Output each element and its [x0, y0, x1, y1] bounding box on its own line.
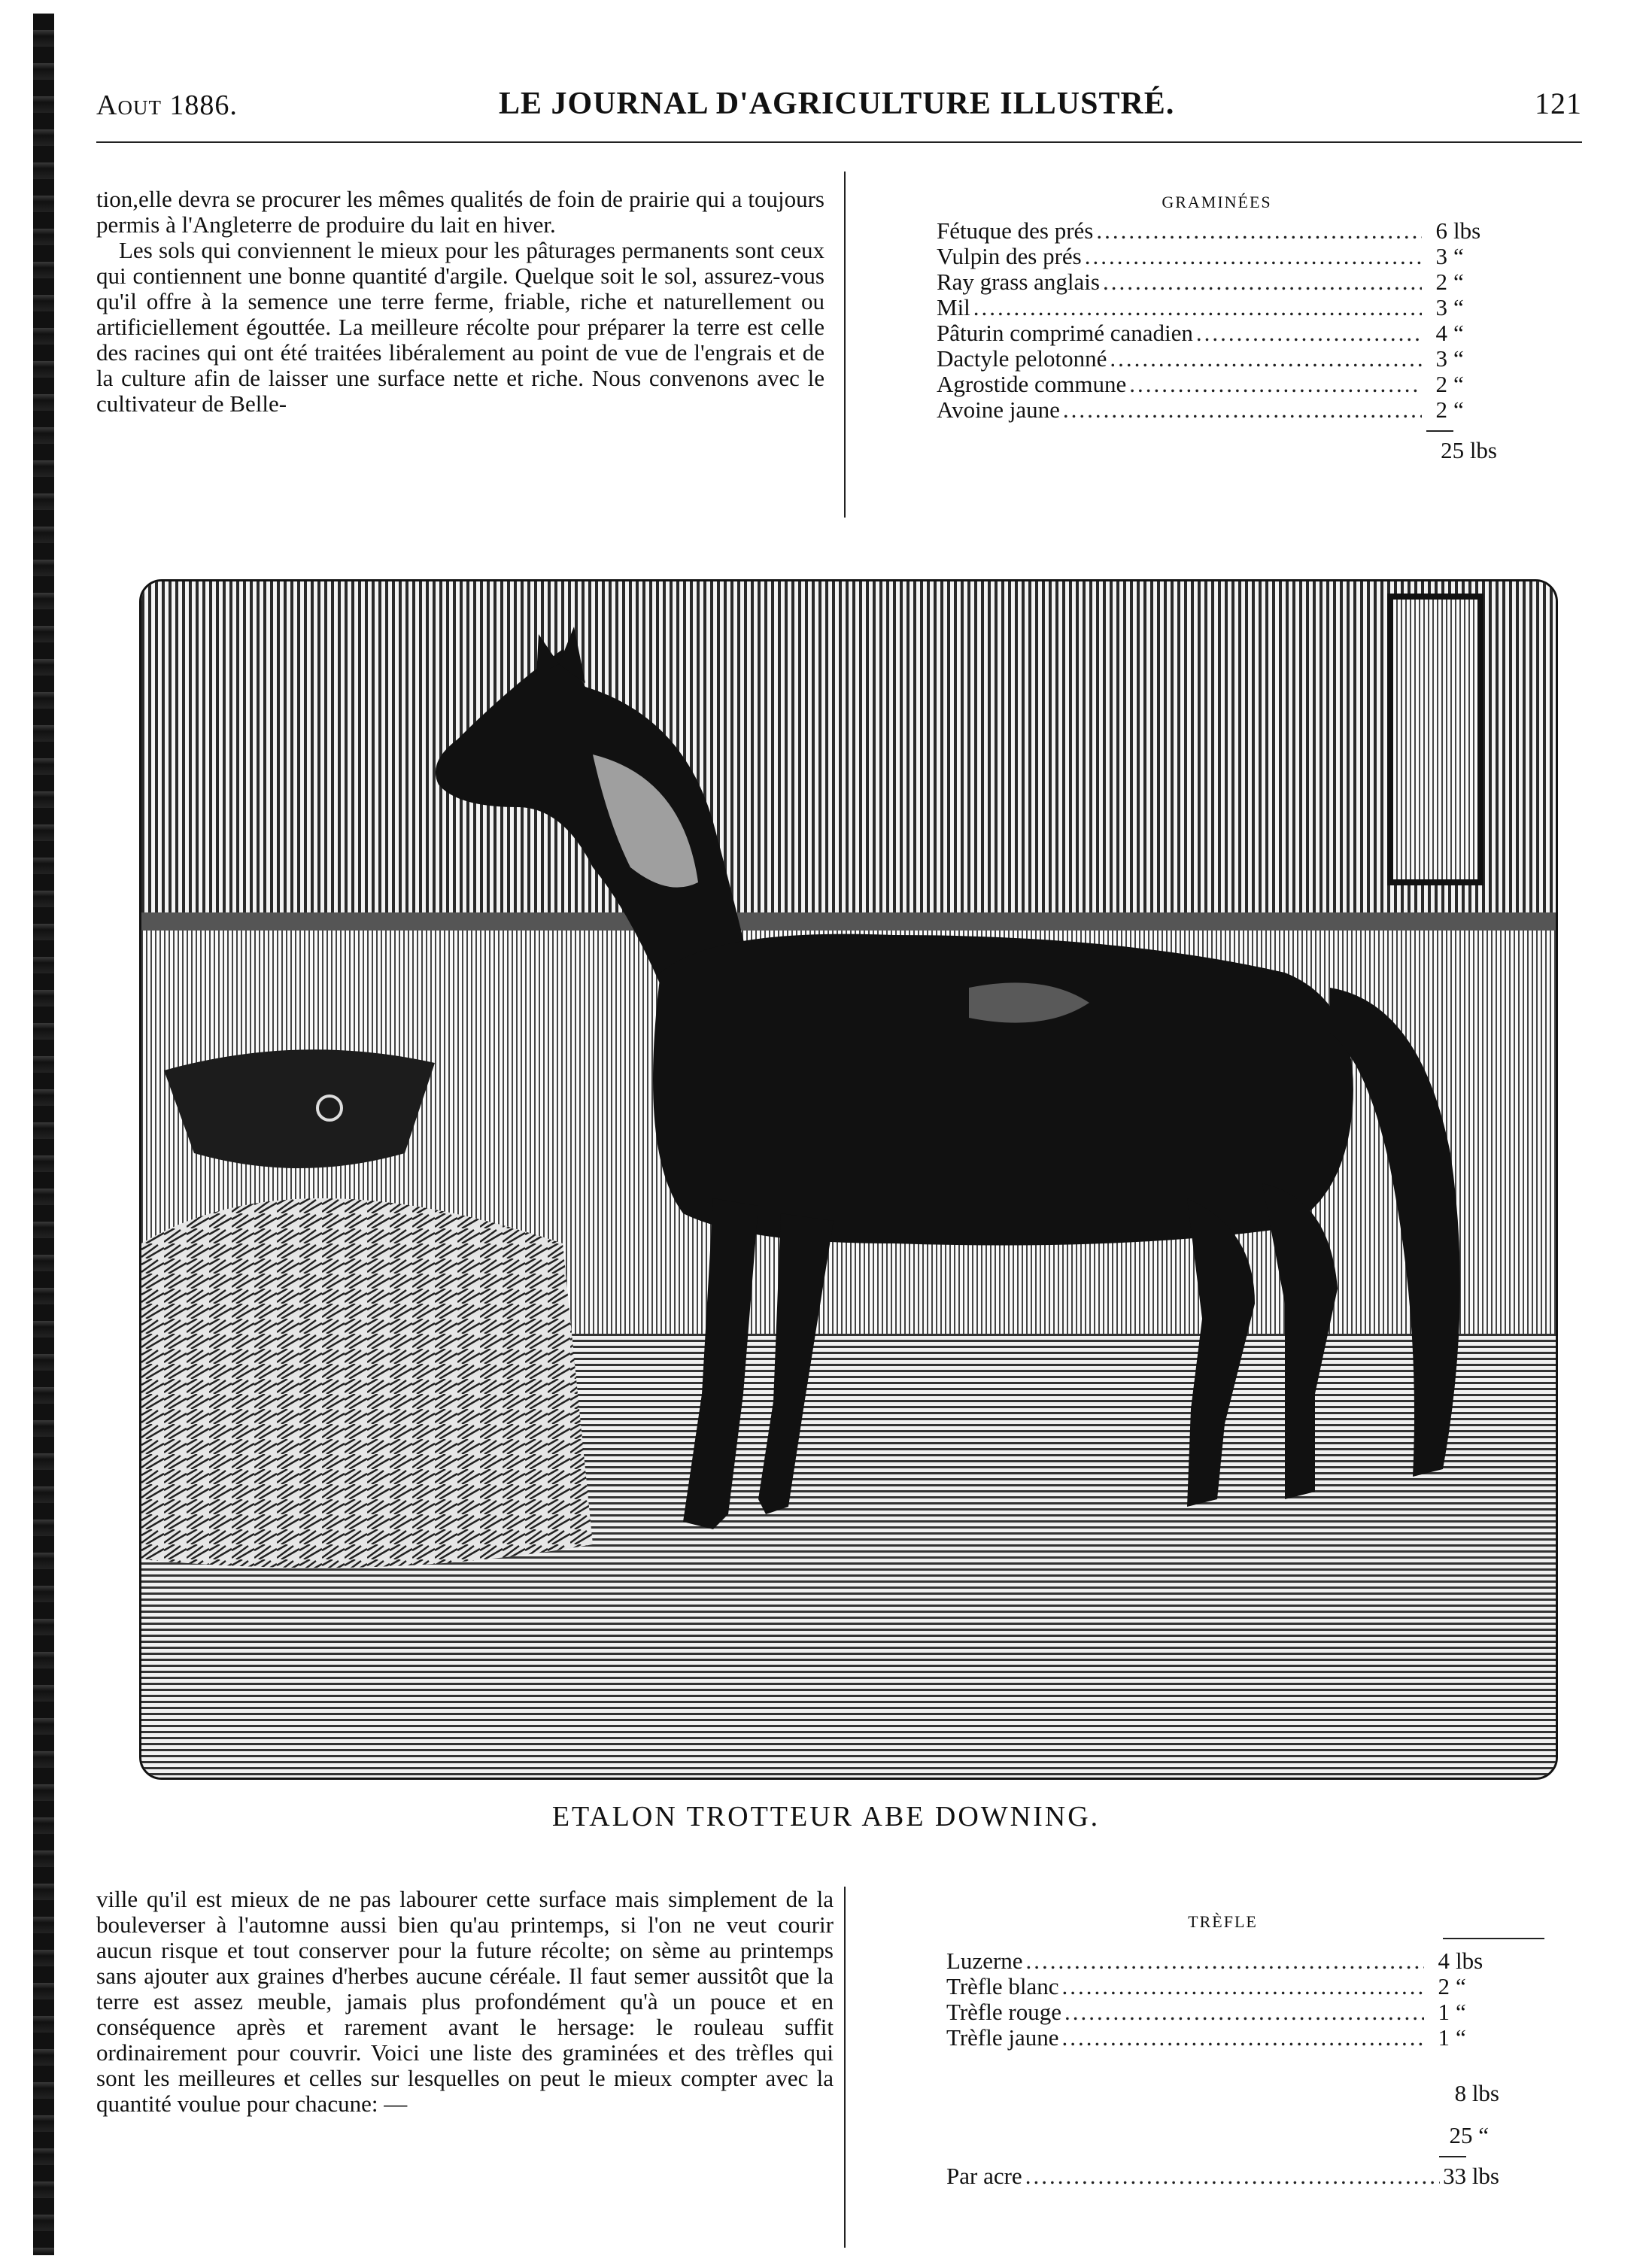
graminees-carryover: 25 “: [1449, 2122, 1489, 2148]
page-number: 121: [1535, 87, 1582, 120]
column-divider: [844, 172, 846, 518]
sum-rule: [1439, 2156, 1466, 2157]
issue-date: Aout 1886.: [96, 90, 238, 121]
journal-title: LE JOURNAL D'AGRICULTURE ILLUSTRÉ.: [499, 87, 1175, 121]
page-header: [96, 83, 1582, 128]
table-title: GRAMINÉES: [1162, 193, 1272, 211]
trefle-table: [946, 1909, 1499, 2189]
table-row: Dactyle pelotonné ..... 3 “: [937, 346, 1497, 372]
per-acre-row: Par acre ..... 33 lbs: [946, 2163, 1499, 2189]
table-total: 25 lbs: [1441, 437, 1497, 463]
header-rule: [96, 141, 1582, 143]
table-row: Mil ..... 3 “: [937, 295, 1497, 320]
table-row: Trèfle jaune ..... 1 “: [946, 2025, 1499, 2051]
table-row: Pâturin comprimé canadien ..... 4 “: [937, 320, 1497, 346]
table-row: Luzerne ..... 4 lbs: [946, 1948, 1499, 1974]
graminees-table: [937, 190, 1497, 463]
table-row: Trèfle rouge ..... 1 “: [946, 1999, 1499, 2025]
table-row: Avoine jaune ..... 2 “: [937, 397, 1497, 423]
table-row: Trèfle blanc ..... 2 “: [946, 1974, 1499, 1999]
top-left-column: [96, 187, 824, 417]
paragraph: Les sols qui conviennent le mieux pour les pâturages permanents sont ceux qui contiennent une bonne quantité d'argile. Quelque soit le sol, assurez-vous qu'il offre à la semence une terre ferme, friable, riche et naturellement ou artificiellement égouttée. La meilleure récolte pour préparer la terre est celle des racines qui ont été traitées libéralement au point de vue de l'engrais et de la culture afin de laisser une surface nette et riche. Nous convenons avec le cultivateur de Belle-: [96, 237, 824, 417]
table-row: Fétuque des prés ..... 6 lbs: [937, 218, 1497, 244]
column-divider: [844, 1887, 846, 2248]
page-binding-edge: [33, 14, 54, 2255]
title-rule: [1443, 1938, 1544, 1939]
figure-caption: ETALON TROTTEUR ABE DOWNING.: [551, 1801, 1101, 1832]
table-row: Agrostide commune ..... 2 “: [937, 372, 1497, 397]
stallion-engraving: [139, 579, 1558, 1780]
engraving-illustration: [141, 581, 1556, 1778]
table-title: TRÈFLE: [1188, 1912, 1258, 1931]
trefle-subtotal: 8 lbs: [1454, 2080, 1499, 2106]
sum-rule: [1426, 430, 1453, 432]
table-row: Vulpin des prés ..... 3 “: [937, 244, 1497, 269]
paragraph: tion,elle devra se procurer les mêmes qualités de foin de prairie qui a toujours permis à l'Angleterre de produire du lait en hiver.: [96, 186, 824, 238]
table-row: Ray grass anglais ..... 2 “: [937, 269, 1497, 295]
paragraph: ville qu'il est mieux de ne pas labourer cette surface mais simplement de la bouleverser à l'automne aussi bien qu'au printemps, si l'on ne veut courir aucun risque et tout conserver pour la future récolte; on sème au printemps sans ajouter aux graines d'herbes aucune céréale. Il faut semer aussitôt que la terre est assez meuble, jamais plus profondément qu'à un pouce et en conséquence après et rarement avant le hersage: le rouleau suffit ordinairement pour couvrir. Voici une liste des graminées et des trèfles qui sont les meilleures et celles sur lesquelles on peut le mieux compter avec la quantité voulue pour chacune: —: [96, 1886, 834, 2117]
bottom-left-column: [96, 1887, 834, 2117]
